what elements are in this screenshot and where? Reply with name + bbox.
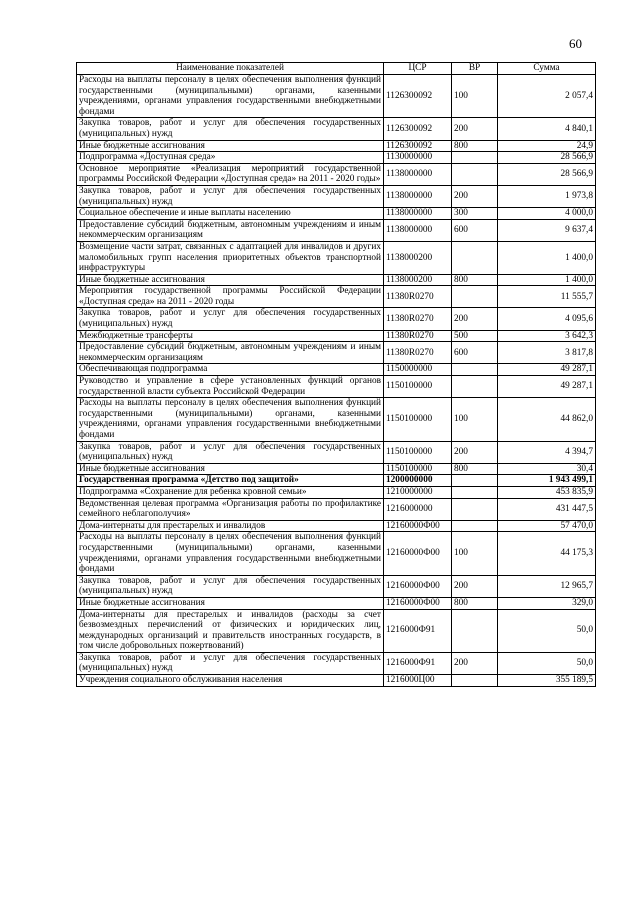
row-sum: 49 287,1 — [498, 364, 596, 376]
table-row — [77, 609, 596, 652]
row-name: Возмещение части затрат, связанных с адаптацией для инвалидов и других маломобильных групп населения приоритетных объектов транспортной инфраструктуры — [77, 241, 384, 274]
row-name: Закупка товаров, работ и услуг для обеспечения государственных (муниципальных) нужд — [77, 441, 384, 463]
row-vr: 300 — [452, 208, 498, 220]
row-vr: 200 — [452, 118, 498, 140]
header-csr: ЦСР — [384, 63, 452, 75]
row-vr: 600 — [452, 219, 498, 241]
row-csr: 1200000000 — [384, 475, 452, 487]
table-row — [77, 286, 596, 308]
row-name: Расходы на выплаты персоналу в целях обеспечения выполнения функций государственными (муниципальными) органами, казенными учреждениями, органами управления государственными внебюджетными фондами — [77, 398, 384, 441]
table-row — [77, 675, 596, 687]
row-sum: 1 400,0 — [498, 241, 596, 274]
row-sum: 50,0 — [498, 652, 596, 674]
row-csr: 11380R0270 — [384, 342, 452, 364]
row-vr — [452, 286, 498, 308]
row-name: Дома-интернаты для престарелых и инвалидов (расходы за счет безвозмездных перечислений от физических и юридических лиц, международных организаций и правительств иностранных государств, в том числе добровольных пожертвований) — [77, 609, 384, 652]
row-vr: 500 — [452, 330, 498, 342]
row-csr: 1138000200 — [384, 241, 452, 274]
row-vr — [452, 241, 498, 274]
row-vr: 200 — [452, 185, 498, 207]
row-name: Предоставление субсидий бюджетным, автономным учреждениям и иным некоммерческим организациям — [77, 342, 384, 364]
row-name: Иные бюджетные ассигнования — [77, 597, 384, 609]
table-row — [77, 575, 596, 597]
row-name: Дома-интернаты для престарелых и инвалидов — [77, 520, 384, 532]
budget-table — [76, 62, 596, 687]
table-row — [77, 475, 596, 487]
row-name: Межбюджетные трансферты — [77, 330, 384, 342]
table-row — [77, 330, 596, 342]
row-sum: 12 965,7 — [498, 575, 596, 597]
table-row — [77, 597, 596, 609]
row-vr: 100 — [452, 75, 498, 118]
row-csr: 1138000200 — [384, 274, 452, 286]
row-name: Закупка товаров, работ и услуг для обеспечения государственных (муниципальных) нужд — [77, 308, 384, 330]
table-row — [77, 274, 596, 286]
row-sum: 11 555,7 — [498, 286, 596, 308]
table-row — [77, 75, 596, 118]
table-row — [77, 520, 596, 532]
row-name: Иные бюджетные ассигнования — [77, 274, 384, 286]
table-row — [77, 498, 596, 520]
row-csr: 12160000Ф00 — [384, 532, 452, 575]
row-vr — [452, 163, 498, 185]
row-vr — [452, 520, 498, 532]
table-row — [77, 152, 596, 164]
row-sum: 1 943 499,1 — [498, 475, 596, 487]
row-sum: 9 637,4 — [498, 219, 596, 241]
row-sum: 4 840,1 — [498, 118, 596, 140]
row-vr — [452, 475, 498, 487]
row-name: Закупка товаров, работ и услуг для обеспечения государственных (муниципальных) нужд — [77, 652, 384, 674]
row-vr: 200 — [452, 441, 498, 463]
table-header-row — [77, 63, 596, 75]
row-name: Иные бюджетные ассигнования — [77, 463, 384, 475]
row-csr: 1216000Ф91 — [384, 609, 452, 652]
row-sum: 57 470,0 — [498, 520, 596, 532]
table-row — [77, 376, 596, 398]
header-vr: ВР — [452, 63, 498, 75]
row-vr: 800 — [452, 140, 498, 152]
row-sum: 44 862,0 — [498, 398, 596, 441]
row-csr: 1138000000 — [384, 185, 452, 207]
row-name: Закупка товаров, работ и услуг для обеспечения государственных (муниципальных) нужд — [77, 185, 384, 207]
row-csr: 1216000Ц00 — [384, 675, 452, 687]
row-csr: 1150100000 — [384, 376, 452, 398]
row-sum: 28 566,9 — [498, 152, 596, 164]
row-name: Ведомственная целевая программа «Организация работы по профилактике семейного неблагополучия» — [77, 498, 384, 520]
row-sum: 329,0 — [498, 597, 596, 609]
row-name: Подпрограмма «Доступная среда» — [77, 152, 384, 164]
row-vr — [452, 609, 498, 652]
row-vr — [452, 486, 498, 498]
row-csr: 1130000000 — [384, 152, 452, 164]
row-sum: 30,4 — [498, 463, 596, 475]
row-name: Учреждения социального обслуживания населения — [77, 675, 384, 687]
row-sum: 355 189,5 — [498, 675, 596, 687]
row-sum: 3 642,3 — [498, 330, 596, 342]
row-vr — [452, 675, 498, 687]
row-name: Предоставление субсидий бюджетным, автономным учреждениям и иным некоммерческим организациям — [77, 219, 384, 241]
row-vr: 800 — [452, 274, 498, 286]
row-sum: 4 394,7 — [498, 441, 596, 463]
table-row — [77, 140, 596, 152]
row-sum: 49 287,1 — [498, 376, 596, 398]
row-csr: 1150100000 — [384, 463, 452, 475]
row-csr: 11380R0270 — [384, 286, 452, 308]
row-vr — [452, 376, 498, 398]
row-name: Расходы на выплаты персоналу в целях обеспечения выполнения функций государственными (муниципальными) органами, казенными учреждениями, органами управления государственными внебюджетными фондами — [77, 75, 384, 118]
table-row — [77, 652, 596, 674]
row-csr: 1126300092 — [384, 140, 452, 152]
table-row — [77, 463, 596, 475]
row-vr: 200 — [452, 652, 498, 674]
table-row — [77, 185, 596, 207]
row-csr: 1150100000 — [384, 441, 452, 463]
page-number: 60 — [569, 36, 582, 51]
row-name: Закупка товаров, работ и услуг для обеспечения государственных (муниципальных) нужд — [77, 575, 384, 597]
row-sum: 453 835,9 — [498, 486, 596, 498]
table-row — [77, 308, 596, 330]
row-sum: 4 095,6 — [498, 308, 596, 330]
row-name: Мероприятия государственной программы Российской Федерации «Доступная среда» на 2011 - 2020 годы — [77, 286, 384, 308]
table-row — [77, 342, 596, 364]
table-row — [77, 532, 596, 575]
header-sum: Сумма — [498, 63, 596, 75]
header-name: Наименование показателей — [77, 63, 384, 75]
row-sum: 44 175,3 — [498, 532, 596, 575]
table-row — [77, 398, 596, 441]
row-name: Обеспечивающая подпрограмма — [77, 364, 384, 376]
row-name: Иные бюджетные ассигнования — [77, 140, 384, 152]
table-row — [77, 441, 596, 463]
row-name: Социальное обеспечение и иные выплаты населению — [77, 208, 384, 220]
row-name: Закупка товаров, работ и услуг для обеспечения государственных (муниципальных) нужд — [77, 118, 384, 140]
row-csr: 1150000000 — [384, 364, 452, 376]
table-row — [77, 486, 596, 498]
row-sum: 431 447,5 — [498, 498, 596, 520]
row-sum: 50,0 — [498, 609, 596, 652]
row-name: Государственная программа «Детство под защитой» — [77, 475, 384, 487]
row-vr — [452, 152, 498, 164]
row-vr: 100 — [452, 398, 498, 441]
row-sum: 28 566,9 — [498, 163, 596, 185]
row-name: Подпрограмма «Сохранение для ребенка кровной семьи» — [77, 486, 384, 498]
row-csr: 1138000000 — [384, 208, 452, 220]
row-sum: 4 000,0 — [498, 208, 596, 220]
row-sum: 1 400,0 — [498, 274, 596, 286]
row-csr: 1216000Ф91 — [384, 652, 452, 674]
row-sum: 2 057,4 — [498, 75, 596, 118]
row-csr: 1126300092 — [384, 118, 452, 140]
row-csr: 1150100000 — [384, 398, 452, 441]
row-vr: 100 — [452, 532, 498, 575]
row-vr: 800 — [452, 597, 498, 609]
row-csr: 1126300092 — [384, 75, 452, 118]
row-vr: 600 — [452, 342, 498, 364]
row-sum: 1 973,8 — [498, 185, 596, 207]
row-vr: 800 — [452, 463, 498, 475]
row-csr: 12160000Ф00 — [384, 597, 452, 609]
row-csr: 12160000Ф00 — [384, 520, 452, 532]
row-csr: 11380R0270 — [384, 308, 452, 330]
table-row — [77, 241, 596, 274]
row-vr: 200 — [452, 308, 498, 330]
row-csr: 1210000000 — [384, 486, 452, 498]
row-csr: 1138000000 — [384, 163, 452, 185]
row-name: Расходы на выплаты персоналу в целях обеспечения выполнения функций государственными (муниципальными) органами, казенными учреждениями, органами управления государственными внебюджетными фондами — [77, 532, 384, 575]
row-name: Руководство и управление в сфере установленных функций органов государственной власти субъекта Российской Федерации — [77, 376, 384, 398]
table-row — [77, 163, 596, 185]
row-name: Основное мероприятие «Реализация мероприятий государственной программы Российской Федерации «Доступная среда» на 2011 - 2020 годы» — [77, 163, 384, 185]
table-row — [77, 364, 596, 376]
row-vr: 200 — [452, 575, 498, 597]
row-vr — [452, 364, 498, 376]
row-csr: 1138000000 — [384, 219, 452, 241]
table-row — [77, 219, 596, 241]
row-vr — [452, 498, 498, 520]
table-row — [77, 118, 596, 140]
table-row — [77, 208, 596, 220]
row-sum: 3 817,8 — [498, 342, 596, 364]
row-csr: 11380R0270 — [384, 330, 452, 342]
row-csr: 12160000Ф00 — [384, 575, 452, 597]
row-sum: 24,9 — [498, 140, 596, 152]
row-csr: 1216000000 — [384, 498, 452, 520]
